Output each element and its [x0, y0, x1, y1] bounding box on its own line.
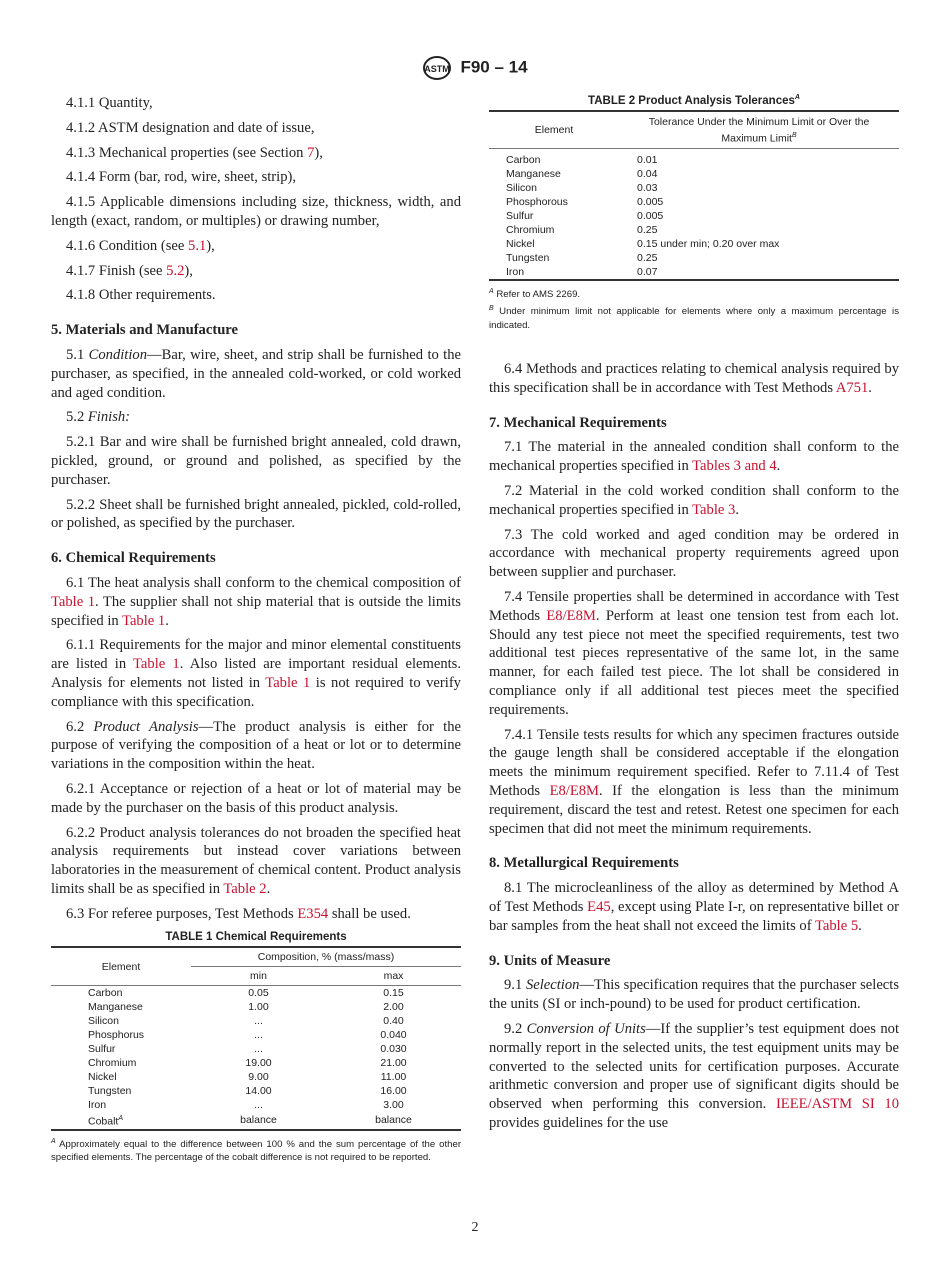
text-segment: 7.4 Tensile properties shall be determined in accordance with Test Methods	[489, 588, 899, 624]
element-cell: Chromium	[506, 224, 555, 237]
paragraph	[489, 726, 899, 839]
cross-reference-link[interactable]: E8/E8M	[546, 607, 596, 624]
text-segment: ),	[206, 237, 215, 254]
text-segment: 6.4 Methods and practices relating to chemical analysis required by this specification shall be in accordance with Test Methods	[489, 361, 899, 396]
cross-reference-link[interactable]: Table 2	[223, 880, 267, 897]
element-name: Carbon	[88, 987, 123, 999]
footnote-text: Refer to AMS 2269.	[496, 289, 581, 301]
text-segment: ),	[314, 144, 323, 161]
title-text: TABLE 2 Product Analysis Tolerances	[588, 94, 795, 107]
col-header-tolerance	[619, 111, 899, 149]
table-1-footnote	[51, 1135, 461, 1165]
element-cell	[51, 1028, 191, 1042]
table-2-footnotes	[489, 285, 899, 332]
text-segment: 5. Materials and Manufacture	[51, 322, 238, 339]
element-name: Nickel	[88, 1071, 117, 1083]
text-segment: 6.3 For referee purposes, Test Methods	[66, 905, 298, 922]
paragraph	[51, 574, 461, 630]
table-row	[51, 1098, 461, 1112]
tol-text: Tolerance Under the Minimum Limit or Over the Maximum Limit	[648, 115, 870, 145]
designation: F90 – 14	[460, 57, 528, 77]
max-cell: 0.040	[380, 1029, 407, 1041]
tolerance-cell: 0.25	[637, 224, 658, 237]
footnote-text: Approximately equal to the difference between 100 % and the sum percentage of the other specified elements. The percentage of the cobalt difference is not required to be reported.	[51, 1138, 462, 1164]
text-segment: 4.1.1 Quantity,	[66, 95, 153, 111]
element-cell	[51, 1084, 191, 1098]
paragraph	[51, 408, 461, 427]
table-2-footnote	[489, 302, 899, 332]
min-cell: 0.05	[248, 987, 269, 999]
col-header-composition: Composition, % (mass/mass)	[191, 947, 461, 967]
tolerance-cell: 0.07	[637, 266, 658, 279]
min-cell: 14.00	[245, 1085, 272, 1097]
text-segment: 7.4.1 Tensile tests results for which any specimen fractures outside the gauge length shall be considered acceptable if the elongation meets the minimum requirement specified. Refer to 7.11.4 of Test Methods	[489, 726, 899, 799]
cross-reference-link[interactable]: 7	[307, 144, 315, 161]
table-row	[51, 1000, 461, 1014]
paragraph	[51, 286, 461, 305]
text-segment: —The product analysis is either for the purpose of verifying the composition of a heat or lot or to determine variations in the composition within the heat.	[51, 718, 461, 773]
cross-reference-link[interactable]: Table 5	[814, 917, 859, 934]
text-segment: 6. Chemical Requirements	[51, 550, 216, 567]
text-segment: .	[266, 880, 271, 897]
footnote-mark: B	[489, 305, 494, 313]
paragraph	[51, 237, 461, 256]
element-cell	[51, 1070, 191, 1084]
logo-text: ASTM	[424, 64, 451, 74]
italic-term: Conversion of Units	[526, 1020, 646, 1037]
element-name: Sulfur	[88, 1043, 116, 1055]
italic-term: Condition	[88, 346, 148, 363]
min-cell: ...	[254, 1099, 263, 1111]
footnote-mark: A	[489, 288, 494, 296]
text-segment: 7. Mechanical Requirements	[489, 414, 667, 431]
max-cell: 0.40	[383, 1015, 404, 1027]
paragraph	[51, 905, 461, 924]
min-cell: balance	[240, 1114, 277, 1127]
tolerance-cell: 0.01	[637, 154, 658, 167]
tolerance-cell: 0.005	[637, 196, 664, 209]
table-row	[51, 1070, 461, 1084]
element-cell: Carbon	[506, 154, 541, 167]
text-segment: 7.1 The material in the annealed condition shall conform to the mechanical properties specified in	[489, 439, 899, 475]
element-cell	[51, 1056, 191, 1070]
footnote-text: Under minimum limit not applicable for elements where only a maximum percentage is indicated.	[489, 306, 899, 331]
element-name: Cobalt	[88, 1115, 119, 1128]
left-column	[51, 94, 461, 929]
section-heading	[51, 321, 461, 340]
col-header-min: min	[250, 970, 267, 982]
max-cell: 0.15	[383, 987, 404, 999]
paragraph	[489, 879, 899, 935]
cross-reference-link[interactable]: A751	[835, 379, 869, 396]
table-row	[489, 195, 899, 209]
min-cell: 19.00	[245, 1057, 272, 1069]
tolerance-cell: 0.04	[637, 168, 658, 181]
text-segment: . The supplier shall not ship material that is outside the limits specified in	[51, 593, 461, 629]
text-segment: —If the supplier’s test equipment does not normally report in the selected units, the test equipment units may be converted to the selected units for certification purposes. Accurate arithmetic conversion and proper use of significant digits should be observed when performing this conversion.	[489, 1020, 900, 1113]
text-segment: 5.2.2 Sheet shall be furnished bright annealed, pickled, cold-rolled, or polished, as specified by the purchaser.	[51, 496, 461, 532]
element-cell: Manganese	[506, 168, 561, 181]
min-cell: ...	[254, 1015, 263, 1027]
cross-reference-link[interactable]: E8/E8M	[549, 782, 600, 799]
table-2-title	[489, 94, 899, 107]
element-cell: Sulfur	[506, 210, 534, 223]
table-row	[51, 1112, 461, 1130]
element-name: Iron	[88, 1099, 107, 1111]
min-cell: 1.00	[248, 1001, 269, 1013]
element-cell	[51, 1014, 191, 1028]
cross-reference-link[interactable]: Table 1	[265, 674, 311, 691]
text-segment: 4.1.2 ASTM designation and date of issue,	[66, 119, 315, 136]
paragraph	[51, 433, 461, 489]
paragraph	[489, 588, 899, 720]
min-cell: ...	[254, 1043, 263, 1055]
tolerance-cell: 0.15 under min; 0.20 over max	[637, 238, 780, 251]
element-name: Manganese	[88, 1001, 143, 1013]
max-cell: 21.00	[380, 1057, 407, 1069]
paragraph	[489, 438, 899, 476]
cross-reference-link[interactable]: 5.1	[188, 237, 207, 254]
table-row	[489, 209, 899, 223]
element-cell: Phosphorous	[506, 196, 568, 209]
footnote-mark: A	[51, 1137, 56, 1145]
paragraph	[489, 526, 899, 582]
text-segment: . Perform at least one tension test from each lot. Should any test piece not meet the specified requirements, test two additional test pieces representative of the same lot, in the same manner, for each failed test piece. The lot shall be considered in compliance only if all additional test pieces meet the specified requirements.	[489, 607, 899, 718]
element-cell	[51, 986, 191, 1001]
text-segment: , except using Plate I-r, on representative billet or bar samples from the heat shall not exceed the limits of	[489, 898, 899, 934]
section-heading	[51, 549, 461, 568]
italic-term: Finish:	[87, 409, 131, 426]
title-sup: A	[794, 94, 800, 101]
element-cell: Nickel	[506, 238, 535, 251]
cross-reference-link[interactable]: Table 3	[692, 501, 736, 518]
paragraph	[51, 193, 461, 231]
text-segment: —This specification requires that the purchaser selects the units (SI or inch-pound) to be used for product certification.	[489, 977, 900, 1013]
cross-reference-link[interactable]: Tables 3 and 4	[692, 458, 777, 475]
text-segment: 6.2.2 Product analysis tolerances do not broaden the specified heat analysis requirements but instead cover variations between laboratories in the measurement of chemical content. Product analysis limits shall be as specified in	[51, 824, 461, 897]
cross-reference-link[interactable]: Table 1	[51, 593, 96, 610]
element-cell	[51, 1098, 191, 1112]
text-segment: .	[165, 612, 169, 629]
right-column	[489, 360, 899, 1139]
paragraph	[489, 360, 899, 398]
table-row	[51, 1028, 461, 1042]
cross-reference-link[interactable]: E45	[587, 898, 611, 915]
min-cell: ...	[254, 1029, 263, 1041]
text-segment: 8. Metallurgical Requirements	[489, 855, 679, 872]
table-row	[489, 167, 899, 181]
element-cell: Silicon	[506, 182, 537, 195]
text-segment: 6.2	[66, 718, 94, 735]
table-2	[489, 94, 899, 332]
astm-logo-icon	[422, 56, 452, 80]
text-segment: 4.1.6 Condition (see	[66, 237, 189, 254]
cross-reference-link[interactable]: 5.2	[166, 262, 185, 279]
section-heading	[489, 854, 899, 873]
text-segment: .	[858, 917, 862, 934]
table-row	[51, 1014, 461, 1028]
text-segment: 9.1	[504, 977, 526, 994]
text-segment: 7.3 The cold worked and aged condition may be ordered in accordance with mechanical property requirements agreed upon between supplier and purchaser.	[489, 526, 899, 581]
text-segment: 4.1.3 Mechanical properties (see Section	[66, 144, 308, 161]
text-segment: is not required to verify compliance with this specification.	[51, 674, 461, 710]
element-cell	[51, 1042, 191, 1056]
table-row	[489, 265, 899, 280]
paragraph	[51, 168, 461, 187]
paragraph	[51, 496, 461, 534]
text-segment: . Also listed are important residual elements. Analysis for elements not listed in	[51, 656, 461, 691]
text-segment: 5.2.1 Bar and wire shall be furnished bright annealed, cold drawn, pickled, ground, or ground and polished, as specified by the purchaser.	[51, 434, 461, 488]
tol-sup: B	[791, 131, 797, 139]
max-cell: 2.00	[383, 1001, 404, 1013]
paragraph	[51, 718, 461, 774]
element-cell: Iron	[506, 266, 525, 279]
tolerance-cell: 0.03	[637, 182, 658, 195]
max-cell: 3.00	[383, 1099, 404, 1111]
text-segment: provides guidelines for the use	[489, 1114, 669, 1131]
text-segment: 7.2 Material in the cold worked condition shall conform to the mechanical properties specified in	[489, 482, 899, 518]
max-cell: 11.00	[380, 1071, 407, 1083]
max-cell: balance	[375, 1114, 412, 1127]
col-header-element: Element	[534, 124, 574, 137]
text-segment: 9.2	[504, 1020, 527, 1037]
tolerance-cell: 0.25	[637, 252, 658, 265]
element-name: Chromium	[88, 1057, 137, 1069]
text-segment: shall be used.	[328, 905, 411, 922]
element-cell: Tungsten	[506, 252, 550, 265]
text-segment: 8.1 The microcleanliness of the alloy as determined by Method A of Test Methods	[489, 880, 899, 915]
table-1	[51, 931, 461, 1165]
paragraph	[51, 780, 461, 818]
table-2-footnote	[489, 285, 899, 302]
paragraph	[489, 1020, 899, 1133]
text-segment: ),	[184, 262, 193, 279]
max-cell: 16.00	[380, 1085, 407, 1097]
min-cell: 9.00	[248, 1071, 269, 1083]
cross-reference-link[interactable]: Table 1	[133, 656, 180, 673]
element-name: Tungsten	[88, 1085, 132, 1097]
text-segment: .	[868, 379, 872, 396]
paragraph	[51, 824, 461, 899]
section-heading	[489, 952, 899, 971]
paragraph	[51, 262, 461, 281]
paragraph	[489, 482, 899, 520]
cross-reference-link[interactable]: E354	[297, 905, 329, 922]
footnote-ref: A	[118, 1115, 124, 1122]
paragraph	[51, 94, 461, 113]
text-segment: —Bar, wire, sheet, and strip shall be furnished to the purchaser, as specified, in the annealed cold-worked, or cold worked and aged condition.	[51, 346, 461, 401]
cross-reference-link[interactable]: IEEE/ASTM SI 10	[775, 1096, 899, 1113]
max-cell: 0.030	[380, 1043, 407, 1055]
table-row	[489, 223, 899, 237]
paragraph	[51, 636, 461, 711]
table-row	[489, 149, 899, 168]
italic-term: Selection	[525, 977, 580, 994]
text-segment: 4.1.5 Applicable dimensions including size, thickness, width, and length (exact, random, or multiples) or drawing number,	[51, 194, 461, 229]
section-heading	[489, 414, 899, 433]
element-cell	[51, 1000, 191, 1014]
paragraph	[489, 976, 899, 1014]
table-1-title: TABLE 1 Chemical Requirements	[165, 931, 347, 943]
col-header-element: Element	[51, 947, 191, 986]
col-header-max: max	[383, 970, 404, 982]
element-name: Phosphorus	[88, 1029, 145, 1041]
text-segment: 6.1.1 Requirements for the major and minor elemental constituents are listed in	[51, 637, 461, 673]
text-segment: .	[735, 501, 739, 518]
text-segment: 4.1.7 Finish (see	[66, 262, 167, 279]
text-segment: 4.1.4 Form (bar, rod, wire, sheet, strip),	[66, 169, 297, 186]
table-row	[51, 986, 461, 1001]
table-row	[489, 251, 899, 265]
text-segment: .	[776, 458, 781, 475]
page-header	[0, 56, 950, 80]
paragraph	[51, 144, 461, 163]
element-name: Silicon	[88, 1015, 119, 1027]
text-segment: 4.1.8 Other requirements.	[66, 287, 216, 304]
paragraph	[51, 119, 461, 138]
text-segment: . If the elongation is less than the minimum requirement, discard the test and retest. Retest one specimen for each specimen that did not meet the minimum requirements.	[489, 782, 899, 837]
table-row	[51, 1042, 461, 1056]
page-number: 2	[471, 1220, 479, 1235]
text-segment: 5.2	[66, 409, 88, 426]
paragraph	[51, 346, 461, 402]
text-segment: 9. Units of Measure	[489, 952, 611, 969]
tolerance-cell: 0.005	[637, 210, 664, 223]
table-row	[51, 1056, 461, 1070]
text-segment: 6.1 The heat analysis shall conform to the chemical composition of	[66, 574, 461, 591]
table-row	[51, 1084, 461, 1098]
table-row	[489, 237, 899, 251]
italic-term: Product Analysis	[93, 718, 199, 735]
cross-reference-link[interactable]: Table 1	[122, 612, 166, 629]
element-cell	[51, 1112, 191, 1130]
table-row	[489, 181, 899, 195]
text-segment: 6.2.1 Acceptance or rejection of a heat or lot of material may be made by the purchaser on the basis of this product analysis.	[51, 780, 461, 816]
text-segment: 5.1	[66, 346, 89, 363]
